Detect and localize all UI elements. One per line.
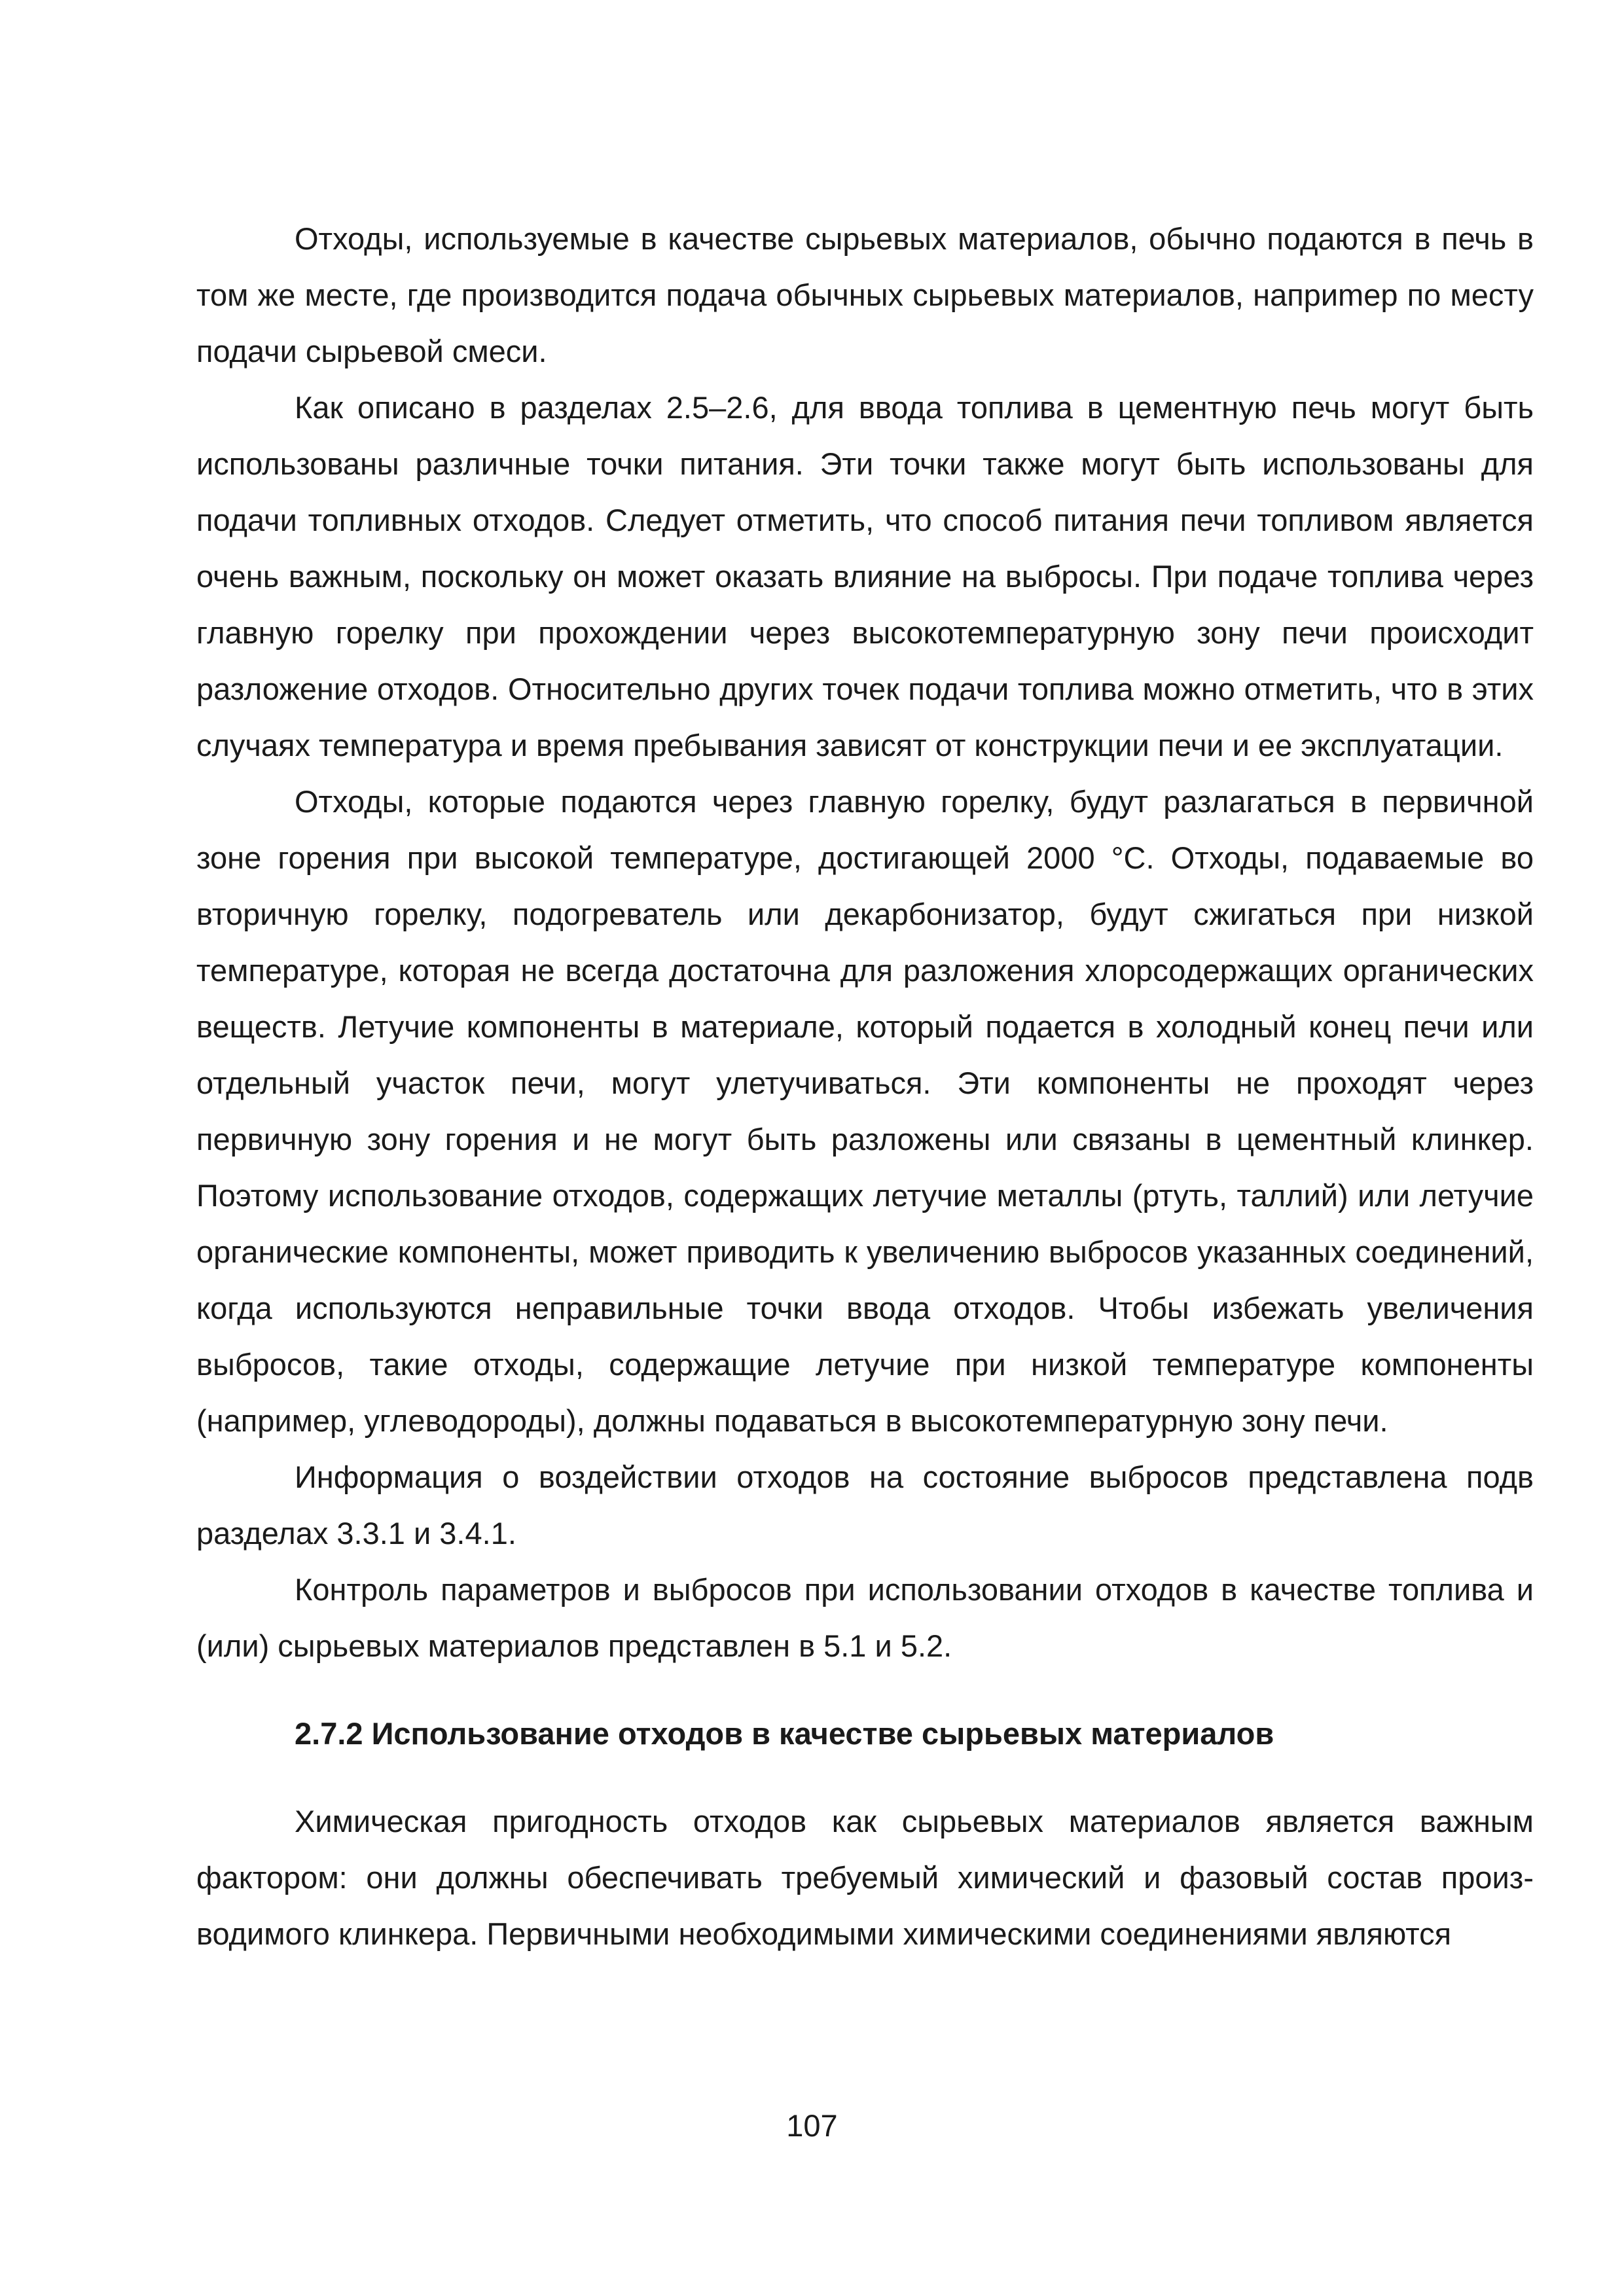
page-content xyxy=(196,211,1534,1962)
paragraph-emissions-info: Информация о воздействии отходов на состояние выбросов представлена подв разделах 3.3.1 и 3.4.1. xyxy=(196,1460,1534,1551)
paragraph-main-burner: Отходы, которые подаются через главную горелку, будут разлагаться в первичной зоне горения при высокой температуре, достигающей 2000 °С. Отходы, подаваемые во вторичную горелку, подогреватель или декарбонизатор, будут сжигаться при низкой температуре, которая не всегда достаточна для разложения хлорсодержащих органических веществ. Летучие компоненты в материале, который подается в холодный конец печи или отдельный участок печи, могут улетучиваться. Эти компоненты не проходят через первичную зону горения и не могут быть разложены или связаны в цементный клинкер. Поэтому использование отходов, содержащих летучие металлы (ртуть, таллий) или летучие органические компоненты, может приводить к увеличению выбросов указанных соединений, когда используются неправильные точки ввода отходов. Чтобы избежать увеличения выбросов, такие отходы, содержащие летучие при низкой температуре компоненты (например, углеводороды), должны подаваться в высокотемпературную зону печи. xyxy=(196,784,1534,1438)
paragraph-control-parameters: Контроль параметров и выбросов при использовании отходов в качестве топлива и (или) сырьевых материалов представлен в 5.1 и 5.2. xyxy=(196,1572,1534,1663)
section-heading: 2.7.2 Использование отходов в качестве сырьевых материалов xyxy=(295,1716,1274,1751)
paragraph-chemical-suitability: Химическая пригодность отходов как сырьевых материалов является важным фактором: они должны обеспечивать требуемый химический и фазовый состав производимого клинкера. Первичными необходимыми химическими соединениями являются xyxy=(196,1804,1534,1951)
paragraph-fuel-feed-points: Как описано в разделах 2.5–2.6, для ввода топлива в цементную печь могут быть использованы различные точки питания. Эти точки также могут быть использованы для подачи топливных отходов. Следует отметить, что способ питания печи топливом является очень важным, поскольку он может оказать влияние на выбросы. При подаче топлива через главную горелку при прохождении через высокотемпературную зону печи происходит разложение отходов. Относительно других точек подачи топлива можно отметить, что в этих случаях температура и время пребывания зависят от конструкции печи и ее эксплуатации. xyxy=(196,390,1534,762)
paragraph-waste-feed-point: Отходы, используемые в качестве сырьевых материалов, обычно подаются в печь в том же месте, где производится подача обычных сырьевых материалов, наприmер по месту подачи сырьевой смеси. xyxy=(196,221,1534,368)
page-number: 107 xyxy=(786,2108,838,2143)
